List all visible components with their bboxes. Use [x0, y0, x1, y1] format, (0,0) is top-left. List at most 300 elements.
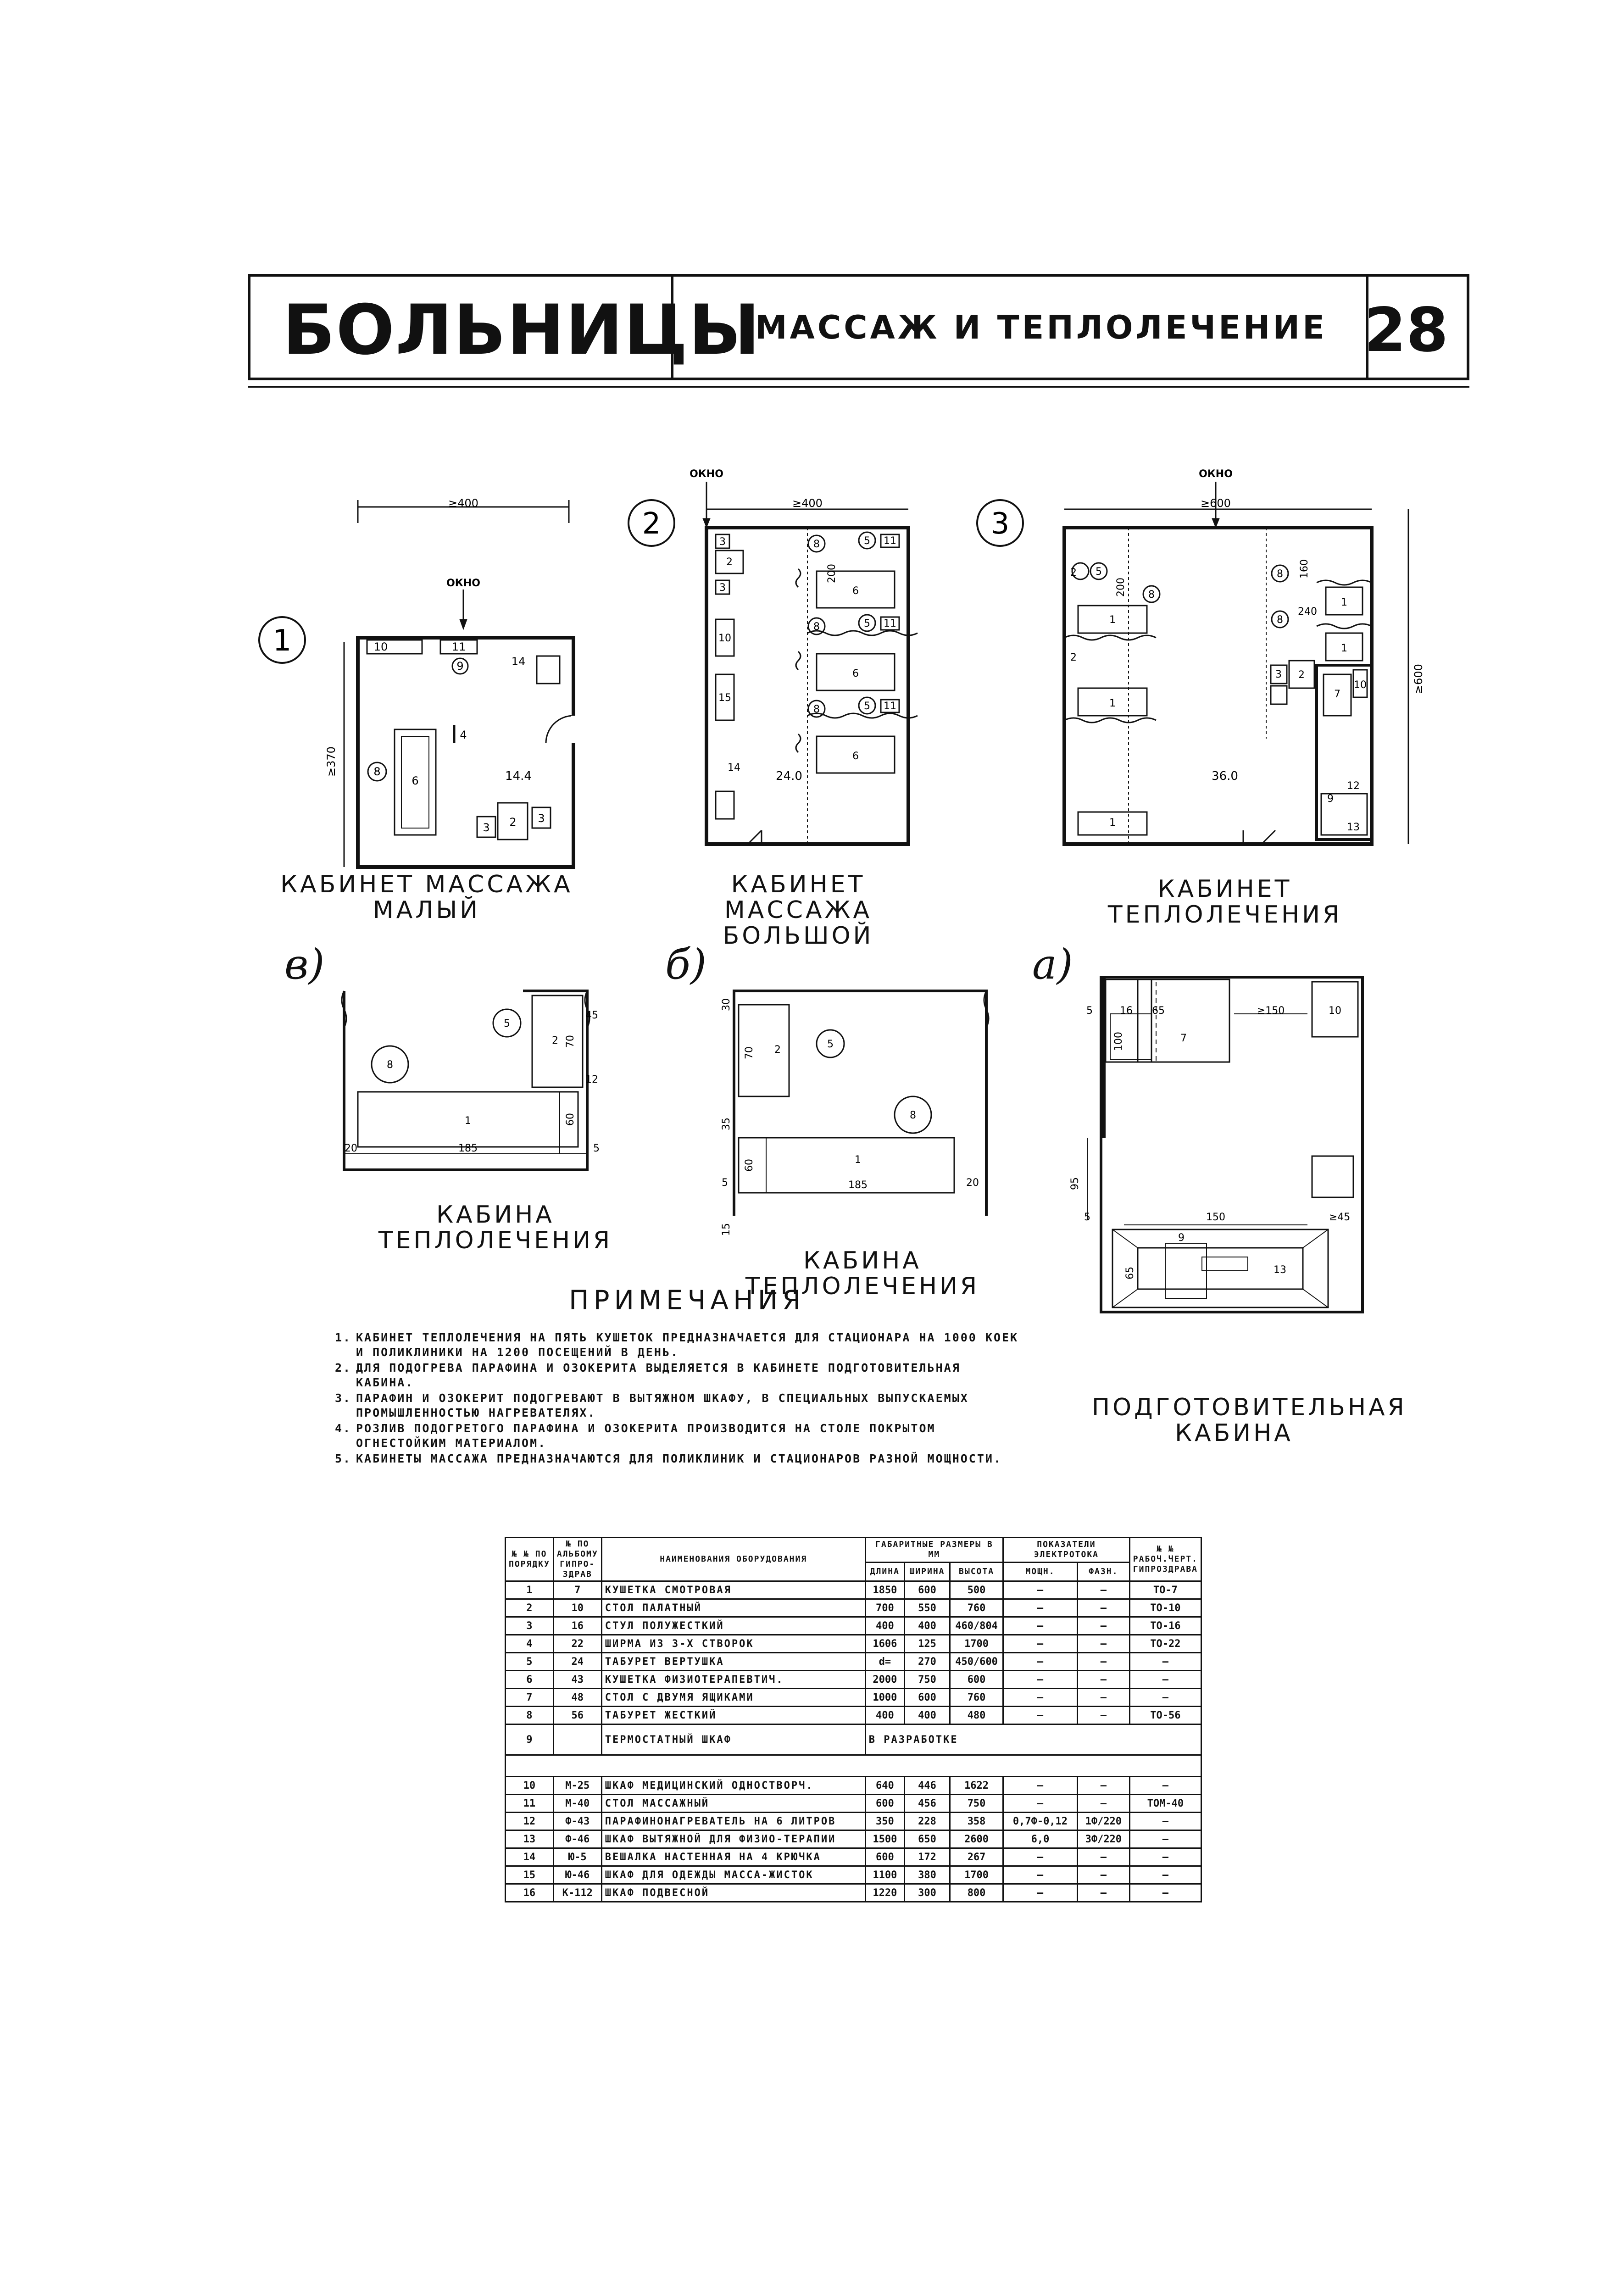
svg-text:3: 3: [1275, 669, 1282, 680]
svg-text:1: 1: [1341, 597, 1347, 608]
table-cell: ШКАФ МЕДИЦИНСКИЙ ОДНОСТВОРЧ.: [601, 1777, 865, 1795]
svg-text:13: 13: [1347, 822, 1360, 833]
table-cell: —: [1003, 1884, 1078, 1902]
svg-text:3: 3: [719, 536, 726, 548]
plan3-walls: [1064, 528, 1372, 844]
table-cell: 600: [865, 1795, 904, 1813]
svg-text:9: 9: [456, 660, 464, 673]
table-cell: КУШЕТКА СМОТРОВАЯ: [601, 1581, 865, 1599]
svg-text:14: 14: [511, 655, 526, 668]
note-item: 2. ДЛЯ ПОДОГРЕВА ПАРАФИНА И ОЗОКЕРИТА ВЫДЕЛЯЕТСЯ В КАБИНЕТЕ ПОДГОТОВИТЕЛЬНАЯ КАБИНА.: [335, 1361, 961, 1389]
table-cell: 1: [506, 1581, 554, 1599]
table-cell: 16: [553, 1617, 601, 1635]
header-underline: [248, 386, 1469, 388]
svg-text:2: 2: [509, 816, 517, 829]
plan3-number-badge: [975, 498, 1025, 548]
table-cell: 480: [950, 1707, 1003, 1724]
table-cell: 350: [865, 1813, 904, 1830]
table-cell: 500: [950, 1581, 1003, 1599]
table-cell: 1700: [950, 1635, 1003, 1653]
svg-text:12: 12: [1347, 780, 1360, 792]
note-item: 5. КАБИНЕТЫ МАССАЖА ПРЕДНАЗНАЧАЮТСЯ ДЛЯ ПОЛИКЛИНИК И СТАЦИОНАРОВ РАЗНОЙ МОЩНОСТИ.: [335, 1452, 1002, 1465]
table-cell: —: [1077, 1848, 1129, 1866]
section-subtitle: МАССАЖ И ТЕПЛОЛЕЧЕНИЕ: [755, 309, 1327, 346]
table-row: [506, 1777, 1201, 1795]
svg-text:70: 70: [565, 1035, 576, 1048]
note-item: 1. КАБИНЕТ ТЕПЛОЛЕЧЕНИЯ НА ПЯТЬ КУШЕТОК ПРЕДНАЗНАЧАЕТСЯ ДЛЯ СТАЦИОНАРА НА 1000 КОЕК И ПОЛИКЛИНИКИ НА 1200 ПОСЕЩЕНИЙ В ДЕНЬ.: [335, 1331, 1019, 1359]
table-cell: —: [1003, 1866, 1078, 1884]
svg-text:11: 11: [884, 618, 896, 629]
svg-text:8: 8: [1277, 614, 1283, 626]
table-row: [506, 1653, 1201, 1671]
svg-text:9: 9: [1327, 793, 1334, 805]
plan-large-massage-room: [615, 459, 945, 872]
table-cell: ШКАФ ПОДВЕСНОЙ: [601, 1884, 865, 1902]
table-row: [506, 1671, 1201, 1689]
svg-text:200: 200: [1115, 578, 1127, 597]
table-cell: —: [1077, 1689, 1129, 1707]
table-body-row9: [506, 1724, 1201, 1777]
table-cell: 450/600: [950, 1653, 1003, 1671]
svg-text:70: 70: [744, 1046, 755, 1059]
table-cell: 270: [904, 1653, 950, 1671]
table-cell: ШКАФ ВЫТЯЖНОЙ ДЛЯ ФИЗИО-ТЕРАПИИ: [601, 1830, 865, 1848]
cabin-a-drawing: [1032, 940, 1399, 1385]
svg-text:5: 5: [864, 701, 870, 712]
svg-text:95: 95: [1069, 1177, 1081, 1190]
table-cell: —: [1003, 1795, 1078, 1813]
table-cell: —: [1003, 1848, 1078, 1866]
table-cell: 2000: [865, 1671, 904, 1689]
plan2-walls: [706, 528, 908, 844]
table-cell: —: [1129, 1689, 1201, 1707]
table-cell: 640: [865, 1777, 904, 1795]
svg-text:8: 8: [373, 765, 381, 778]
plan2-number-badge: [626, 498, 677, 548]
svg-text:12: 12: [585, 1074, 598, 1085]
svg-text:30: 30: [721, 998, 732, 1011]
svg-text:240: 240: [1298, 606, 1317, 617]
table-cell: 600: [904, 1689, 950, 1707]
table-row: [506, 1866, 1201, 1884]
table-cell: —: [1077, 1777, 1129, 1795]
svg-text:8: 8: [813, 621, 820, 633]
table-cell: 1700: [950, 1866, 1003, 1884]
table-cell: 7: [506, 1689, 554, 1707]
table-cell: —: [1003, 1689, 1078, 1707]
table-cell: 300: [904, 1884, 950, 1902]
svg-text:6: 6: [852, 668, 859, 679]
svg-text:7: 7: [1334, 689, 1340, 700]
table-cell: —: [1129, 1671, 1201, 1689]
table-cell: —: [1129, 1848, 1201, 1866]
table-cell: 0,7Ф-0,12: [1003, 1813, 1078, 1830]
cabin-b-letter: б): [665, 940, 707, 989]
table-cell: 10: [506, 1777, 554, 1795]
svg-text:60: 60: [744, 1159, 755, 1172]
svg-text:8: 8: [387, 1059, 393, 1071]
table-cell: 446: [904, 1777, 950, 1795]
table-cell: —: [1003, 1777, 1078, 1795]
table-row: [506, 1617, 1201, 1635]
table-cell: 10: [553, 1599, 601, 1617]
table-cell: —: [1077, 1884, 1129, 1902]
svg-text:11: 11: [884, 535, 896, 547]
plan3-dim-top: ≥600: [1201, 497, 1231, 510]
svg-text:3: 3: [719, 582, 726, 594]
cabin-b-drawing: [656, 940, 1023, 1257]
svg-text:9: 9: [1178, 1232, 1185, 1244]
svg-text:10: 10: [718, 633, 731, 644]
table-cell: 267: [950, 1848, 1003, 1866]
table-row: [506, 1830, 1201, 1848]
table-cell: 14: [506, 1848, 554, 1866]
table-cell: 750: [950, 1795, 1003, 1813]
table-cell: 13: [506, 1830, 554, 1848]
header-order-no: № № ПО ПОРЯДКУ: [506, 1538, 554, 1581]
svg-text:2: 2: [1070, 567, 1077, 578]
svg-text:16: 16: [1120, 1005, 1133, 1017]
table-cell: ТО-22: [1129, 1635, 1201, 1653]
svg-text:14: 14: [728, 762, 740, 773]
table-cell: 1606: [865, 1635, 904, 1653]
svg-text:6: 6: [412, 774, 419, 787]
title-cell: [250, 277, 761, 378]
table-cell: 400: [865, 1617, 904, 1635]
table-cell: 3Ф/220: [1077, 1830, 1129, 1848]
table-cell: 15: [506, 1866, 554, 1884]
equipment-table: [505, 1537, 1202, 1902]
note-item: 3. ПАРАФИН И ОЗОКЕРИТ ПОДОГРЕВАЮТ В ВЫТЯЖНОМ ШКАФУ, В СПЕЦИАЛЬНЫХ ВЫПУСКАЕМЫХ ПРОМЫШЛЕННОСТЬЮ НАГРЕВАТЕЛЯХ.: [335, 1391, 969, 1419]
svg-text:3: 3: [538, 812, 545, 825]
table-cell: 172: [904, 1848, 950, 1866]
table-cell: ТАБУРЕТ ВЕРТУШКА: [601, 1653, 865, 1671]
table-spacer-row: [506, 1755, 1201, 1777]
table-cell: 16: [506, 1884, 554, 1902]
svg-text:5: 5: [722, 1177, 728, 1189]
table-cell: —: [1003, 1671, 1078, 1689]
table-cell: 1220: [865, 1884, 904, 1902]
svg-text:5: 5: [1096, 566, 1102, 578]
table-cell: —: [1077, 1617, 1129, 1635]
table-cell: ТОМ-40: [1129, 1795, 1201, 1813]
svg-text:1: 1: [1341, 643, 1347, 654]
table-cell: —: [1003, 1707, 1078, 1724]
table-cell: Ф-43: [553, 1813, 601, 1830]
svg-text:4: 4: [460, 729, 467, 741]
table-cell: —: [1129, 1884, 1201, 1902]
svg-text:≥150: ≥150: [1257, 1005, 1285, 1017]
table-cell: М-25: [553, 1777, 601, 1795]
table-cell: М-40: [553, 1795, 601, 1813]
table-cell: КУШЕТКА ФИЗИОТЕРАПЕВТИЧ.: [601, 1671, 865, 1689]
svg-text:5: 5: [1086, 1005, 1093, 1017]
table-cell: 380: [904, 1866, 950, 1884]
svg-text:60: 60: [565, 1113, 576, 1126]
table-cell: 760: [950, 1689, 1003, 1707]
table-cell: 1500: [865, 1830, 904, 1848]
table-cell: 6: [506, 1671, 554, 1689]
plan3-area: 36.0: [1212, 769, 1238, 783]
svg-text:8: 8: [1277, 568, 1283, 580]
table-cell: ПАРАФИНОНАГРЕВАТЕЛЬ НА 6 ЛИТРОВ: [601, 1813, 865, 1830]
table-cell: —: [1003, 1635, 1078, 1653]
svg-text:10: 10: [1329, 1005, 1341, 1017]
table-cell: 1Ф/220: [1077, 1813, 1129, 1830]
svg-text:8: 8: [813, 539, 820, 550]
svg-text:2: 2: [726, 556, 733, 568]
table-row: [506, 1635, 1201, 1653]
table-cell: ТАБУРЕТ ЖЕСТКИЙ: [601, 1707, 865, 1724]
svg-text:2: 2: [552, 1035, 558, 1046]
svg-text:20: 20: [966, 1177, 979, 1189]
table-cell: Ю-46: [553, 1866, 601, 1884]
svg-text:5: 5: [1084, 1212, 1090, 1223]
plan2-area: 24.0: [776, 769, 802, 783]
svg-text:8: 8: [813, 704, 820, 715]
svg-text:5: 5: [864, 535, 870, 547]
table-row: 9 ТЕРМОСТАТНЫЙ ШКАФ В РАЗРАБОТКЕ: [506, 1724, 1201, 1755]
table-cell: ШИРМА ИЗ 3-Х СТВОРОК: [601, 1635, 865, 1653]
table-cell: —: [1077, 1599, 1129, 1617]
svg-text:11: 11: [884, 701, 896, 712]
svg-text:65: 65: [1124, 1267, 1136, 1279]
table-cell: 4: [506, 1635, 554, 1653]
table-cell: 460/804: [950, 1617, 1003, 1635]
table-cell: 2: [506, 1599, 554, 1617]
table-cell: 228: [904, 1813, 950, 1830]
plan2-dim-top: ≥400: [792, 497, 823, 510]
table-row: [506, 1707, 1201, 1724]
table-cell: 1100: [865, 1866, 904, 1884]
svg-text:1: 1: [1109, 698, 1116, 709]
table-row: [506, 1689, 1201, 1707]
table-cell: 550: [904, 1599, 950, 1617]
table-cell: 760: [950, 1599, 1003, 1617]
table-cell: 400: [865, 1707, 904, 1724]
table-cell: —: [1077, 1653, 1129, 1671]
table-cell: 2600: [950, 1830, 1003, 1848]
table-cell: —: [1077, 1635, 1129, 1653]
header-length: ДЛИНА: [865, 1562, 904, 1581]
svg-text:160: 160: [1299, 559, 1310, 578]
table-cell: —: [1003, 1581, 1078, 1599]
plan3-caption: КАБИНЕТ ТЕПЛОЛЕЧЕНИЯ: [1107, 875, 1342, 929]
svg-text:5: 5: [504, 1018, 510, 1029]
table-row: [506, 1599, 1201, 1617]
svg-text:200: 200: [826, 564, 838, 583]
table-cell: 456: [904, 1795, 950, 1813]
svg-text:3: 3: [990, 507, 1010, 541]
header-power: МОЩН.: [1003, 1562, 1078, 1581]
table-cell: 43: [553, 1671, 601, 1689]
svg-text:10: 10: [1354, 679, 1367, 691]
svg-text:185: 185: [848, 1179, 868, 1191]
table-cell: 650: [904, 1830, 950, 1848]
header-drawing-no: № № РАБОЧ.ЧЕРТ. ГИПРОЗДРАВА: [1129, 1538, 1201, 1581]
table-cell: —: [1003, 1653, 1078, 1671]
svg-text:150: 150: [1206, 1212, 1225, 1223]
svg-text:100: 100: [1113, 1032, 1124, 1051]
table-cell: 400: [904, 1617, 950, 1635]
table-cell: ВЕШАЛКА НАСТЕННАЯ НА 4 КРЮЧКА: [601, 1848, 865, 1866]
plan1-dim-top: ≥400: [448, 497, 478, 510]
cabin-v-letter: в): [284, 940, 325, 989]
table-cell: 700: [865, 1599, 904, 1617]
table-cell: 750: [904, 1671, 950, 1689]
cabin-a-letter: а): [1032, 940, 1073, 989]
svg-text:1: 1: [273, 624, 292, 658]
svg-text:7: 7: [1180, 1033, 1187, 1044]
table-cell: —: [1129, 1813, 1201, 1830]
table-cell: —: [1129, 1830, 1201, 1848]
table-cell: СТОЛ ПАЛАТНЫЙ: [601, 1599, 865, 1617]
header-equipment-name: НАИМЕНОВАНИЯ ОБОРУДОВАНИЯ: [601, 1538, 865, 1581]
table-cell: ШКАФ ДЛЯ ОДЕЖДЫ МАССА-ЖИСТОК: [601, 1866, 865, 1884]
svg-text:35: 35: [721, 1118, 732, 1130]
table-cell: 3: [506, 1617, 554, 1635]
table-cell: 600: [865, 1848, 904, 1866]
table-cell: ТО-7: [1129, 1581, 1201, 1599]
table-cell: 125: [904, 1635, 950, 1653]
svg-text:20: 20: [345, 1143, 357, 1154]
table-cell: —: [1077, 1866, 1129, 1884]
header-width: ШИРИНА: [904, 1562, 950, 1581]
table-cell: 24: [553, 1653, 601, 1671]
table-cell: 358: [950, 1813, 1003, 1830]
svg-text:≥45: ≥45: [1329, 1212, 1351, 1223]
svg-text:1: 1: [465, 1115, 471, 1127]
table-cell: 7: [553, 1581, 601, 1599]
plan3-dim-right: ≥600: [1412, 664, 1425, 694]
table-cell: 1622: [950, 1777, 1003, 1795]
table-body-secondary: [506, 1777, 1201, 1902]
svg-text:2: 2: [774, 1044, 781, 1056]
table-cell: —: [1129, 1777, 1201, 1795]
header-album-no: № ПО АЛЬБОМУ ГИПРО-ЗДРАВ: [553, 1538, 601, 1581]
svg-text:1: 1: [1109, 817, 1116, 829]
document-title: БОЛЬНИЦЫ: [283, 290, 761, 370]
plan1-dim-left: ≥370: [325, 746, 338, 777]
notes-title: ПРИМЕЧАНИЯ: [569, 1285, 806, 1316]
title-block: [248, 274, 1469, 380]
svg-text:45: 45: [585, 1010, 598, 1021]
table-cell: 8: [506, 1707, 554, 1724]
svg-text:11: 11: [451, 640, 466, 653]
plan1-area: 14.4: [505, 769, 532, 783]
table-cell: 600: [950, 1671, 1003, 1689]
plan1-window-label: ОКНО: [446, 578, 480, 589]
table-cell: —: [1003, 1617, 1078, 1635]
plan2-window-label: ОКНО: [690, 468, 723, 480]
plan-small-massage-room: [248, 486, 615, 899]
svg-text:65: 65: [1152, 1005, 1165, 1017]
table-cell: 11: [506, 1795, 554, 1813]
table-row: [506, 1795, 1201, 1813]
table-cell: 56: [553, 1707, 601, 1724]
cabin-v-drawing: [257, 940, 661, 1202]
svg-text:2: 2: [642, 507, 661, 541]
table-cell: К-112: [553, 1884, 601, 1902]
header-height: ВЫСОТА: [950, 1562, 1003, 1581]
table-cell: СТУЛ ПОЛУЖЕСТКИЙ: [601, 1617, 865, 1635]
notes-list: [335, 1330, 1023, 1467]
svg-text:5: 5: [593, 1143, 600, 1154]
svg-text:8: 8: [1148, 589, 1155, 601]
table-cell: ТО-10: [1129, 1599, 1201, 1617]
cabin-a-caption: ПОДГОТОВИТЕЛЬНАЯ КАБИНА: [1092, 1394, 1407, 1447]
svg-text:8: 8: [910, 1110, 916, 1121]
plan1-caption: КАБИНЕТ МАССАЖА МАЛЫЙ: [280, 871, 573, 924]
table-cell: —: [1129, 1653, 1201, 1671]
table-cell: d=: [865, 1653, 904, 1671]
note-item: 4. РОЗЛИВ ПОДОГРЕТОГО ПАРАФИНА И ОЗОКЕРИТА ПРОИЗВОДИТСЯ НА СТОЛЕ ПОКРЫТОМ ОГНЕСТОЙКИМ МАТЕРИАЛОМ.: [335, 1422, 936, 1450]
svg-text:13: 13: [1274, 1264, 1286, 1276]
svg-text:6: 6: [852, 751, 859, 762]
table-cell: ТО-16: [1129, 1617, 1201, 1635]
table-row: [506, 1848, 1201, 1866]
page-number-cell: [1366, 277, 1467, 378]
cabin-b-caption: КАБИНА ТЕПЛОЛЕЧЕНИЯ: [745, 1247, 980, 1300]
table-body-main: [506, 1581, 1201, 1724]
plan3-window-label: ОКНО: [1199, 468, 1233, 480]
table-cell: —: [1129, 1866, 1201, 1884]
table-cell: 48: [553, 1689, 601, 1707]
header-electric: ПОКАЗАТЕЛИ ЭЛЕКТРОТОКА: [1003, 1538, 1130, 1563]
cabin-v-caption: КАБИНА ТЕПЛОЛЕЧЕНИЯ: [378, 1201, 613, 1254]
plan-heat-therapy-room: [968, 459, 1473, 872]
table-row: [506, 1884, 1201, 1902]
table-cell: 12: [506, 1813, 554, 1830]
svg-text:5: 5: [864, 618, 870, 629]
table-row: [506, 1813, 1201, 1830]
table-cell: —: [1077, 1707, 1129, 1724]
header-phase: ФАЗН.: [1077, 1562, 1129, 1581]
table-row: [506, 1581, 1201, 1599]
header-dimensions: ГАБАРИТНЫЕ РАЗМЕРЫ В ММ: [865, 1538, 1003, 1563]
svg-text:5: 5: [827, 1039, 834, 1050]
svg-text:1: 1: [855, 1154, 861, 1166]
svg-text:1: 1: [1109, 614, 1116, 626]
plan3-drawing: [968, 459, 1473, 872]
page-number: 28: [1364, 295, 1448, 366]
table-cell: 800: [950, 1884, 1003, 1902]
table-cell: —: [1077, 1581, 1129, 1599]
table-cell: 400: [904, 1707, 950, 1724]
table-cell: —: [1077, 1671, 1129, 1689]
table-cell: ТО-56: [1129, 1707, 1201, 1724]
svg-text:3: 3: [483, 821, 490, 834]
table-cell: 5: [506, 1653, 554, 1671]
table-cell: СТОЛ МАССАЖНЫЙ: [601, 1795, 865, 1813]
svg-text:15: 15: [721, 1223, 732, 1236]
table-cell: СТОЛ С ДВУМЯ ЯЩИКАМИ: [601, 1689, 865, 1707]
plan1-drawing: [248, 486, 615, 899]
svg-text:185: 185: [458, 1143, 478, 1154]
table-cell: —: [1077, 1795, 1129, 1813]
table-cell: Ф-46: [553, 1830, 601, 1848]
svg-text:2: 2: [1298, 669, 1305, 681]
svg-text:6: 6: [852, 585, 859, 597]
svg-text:2: 2: [1070, 652, 1077, 663]
svg-text:15: 15: [718, 692, 731, 704]
plan1-number-badge: [257, 615, 307, 665]
table-cell: 600: [904, 1581, 950, 1599]
plan2-caption: КАБИНЕТ МАССАЖА БОЛЬШОЙ: [723, 871, 874, 950]
table-cell: 22: [553, 1635, 601, 1653]
table-cell: Ю-5: [553, 1848, 601, 1866]
svg-text:10: 10: [373, 640, 388, 653]
